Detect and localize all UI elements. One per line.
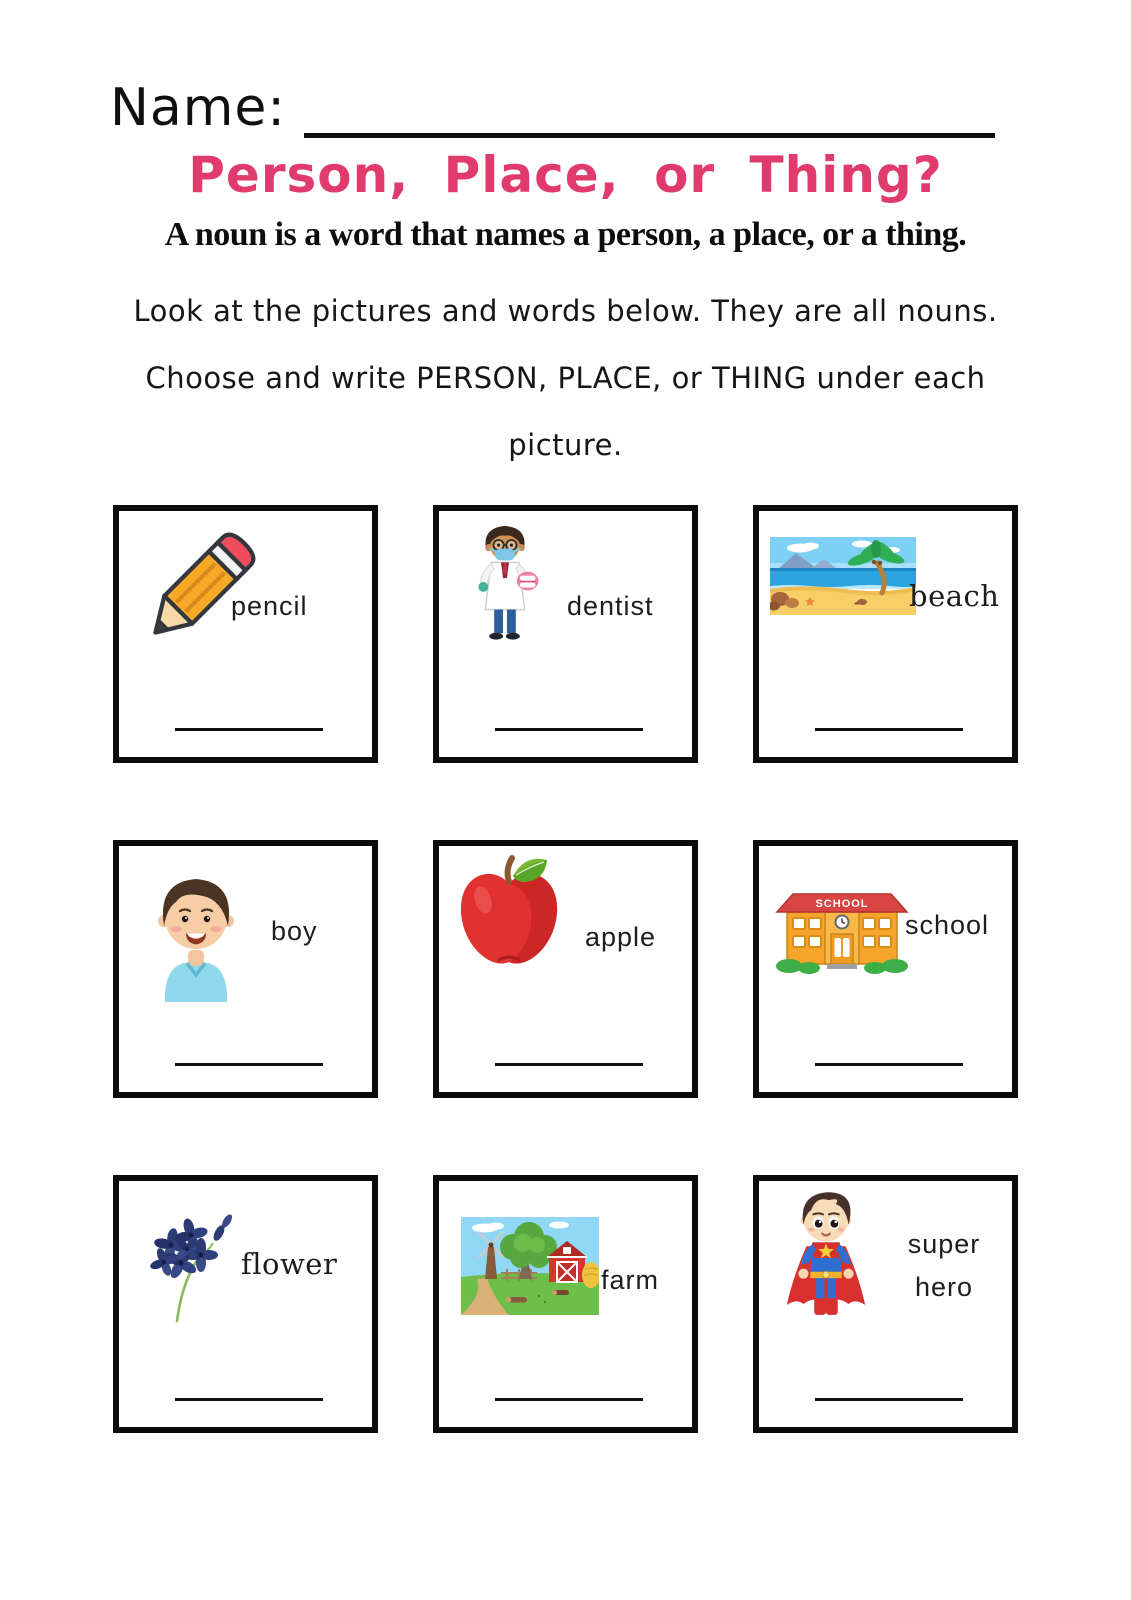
superhero-illustration	[777, 1183, 875, 1333]
noun-card-school	[753, 840, 1018, 1098]
school-illustration	[773, 884, 911, 978]
noun-card-flower	[113, 1175, 378, 1433]
flower-illustration	[139, 1205, 239, 1325]
noun-definition: A noun is a word that names a person, a place, or a thing.	[164, 216, 967, 253]
noun-card-farm	[433, 1175, 698, 1433]
page-title: Person, Place, or Thing?	[188, 146, 943, 204]
noun-card-dentist	[433, 505, 698, 763]
answer-blank[interactable]	[175, 728, 323, 731]
noun-label: dentist	[567, 591, 654, 621]
instructions-line: picture.	[508, 428, 623, 462]
noun-label: super hero	[907, 1229, 981, 1303]
answer-blank[interactable]	[815, 1063, 963, 1066]
answer-blank[interactable]	[495, 728, 643, 731]
noun-label: boy	[271, 916, 318, 946]
name-label: Name:	[110, 78, 286, 138]
noun-card-pencil	[113, 505, 378, 763]
instructions-line: Choose and write PERSON, PLACE, or THING under each	[145, 361, 986, 395]
noun-card-superhero	[753, 1175, 1018, 1433]
dentist-illustration	[459, 521, 551, 649]
noun-label: beach	[909, 579, 1000, 613]
answer-blank[interactable]	[815, 1398, 963, 1401]
school-sign-text: SCHOOL	[815, 898, 869, 910]
noun-label: school	[905, 910, 990, 940]
instructions	[0, 278, 1131, 479]
apple-illustration	[449, 852, 569, 980]
noun-label: pencil	[231, 591, 308, 621]
noun-card-grid	[113, 505, 1131, 1433]
instructions-line: Look at the pictures and words below. They are all nouns.	[133, 294, 998, 328]
answer-blank[interactable]	[495, 1063, 643, 1066]
noun-label: flower	[241, 1247, 338, 1281]
answer-blank[interactable]	[495, 1398, 643, 1401]
answer-blank[interactable]	[815, 728, 963, 731]
name-row	[110, 72, 995, 138]
name-blank-line[interactable]	[304, 84, 995, 138]
noun-label: apple	[585, 922, 657, 952]
noun-label: farm	[601, 1265, 659, 1295]
noun-card-boy	[113, 840, 378, 1098]
beach-illustration	[770, 537, 916, 615]
answer-blank[interactable]	[175, 1063, 323, 1066]
noun-card-beach	[753, 505, 1018, 763]
boy-illustration	[139, 866, 253, 1002]
noun-card-apple	[433, 840, 698, 1098]
answer-blank[interactable]	[175, 1398, 323, 1401]
farm-illustration	[461, 1217, 599, 1315]
